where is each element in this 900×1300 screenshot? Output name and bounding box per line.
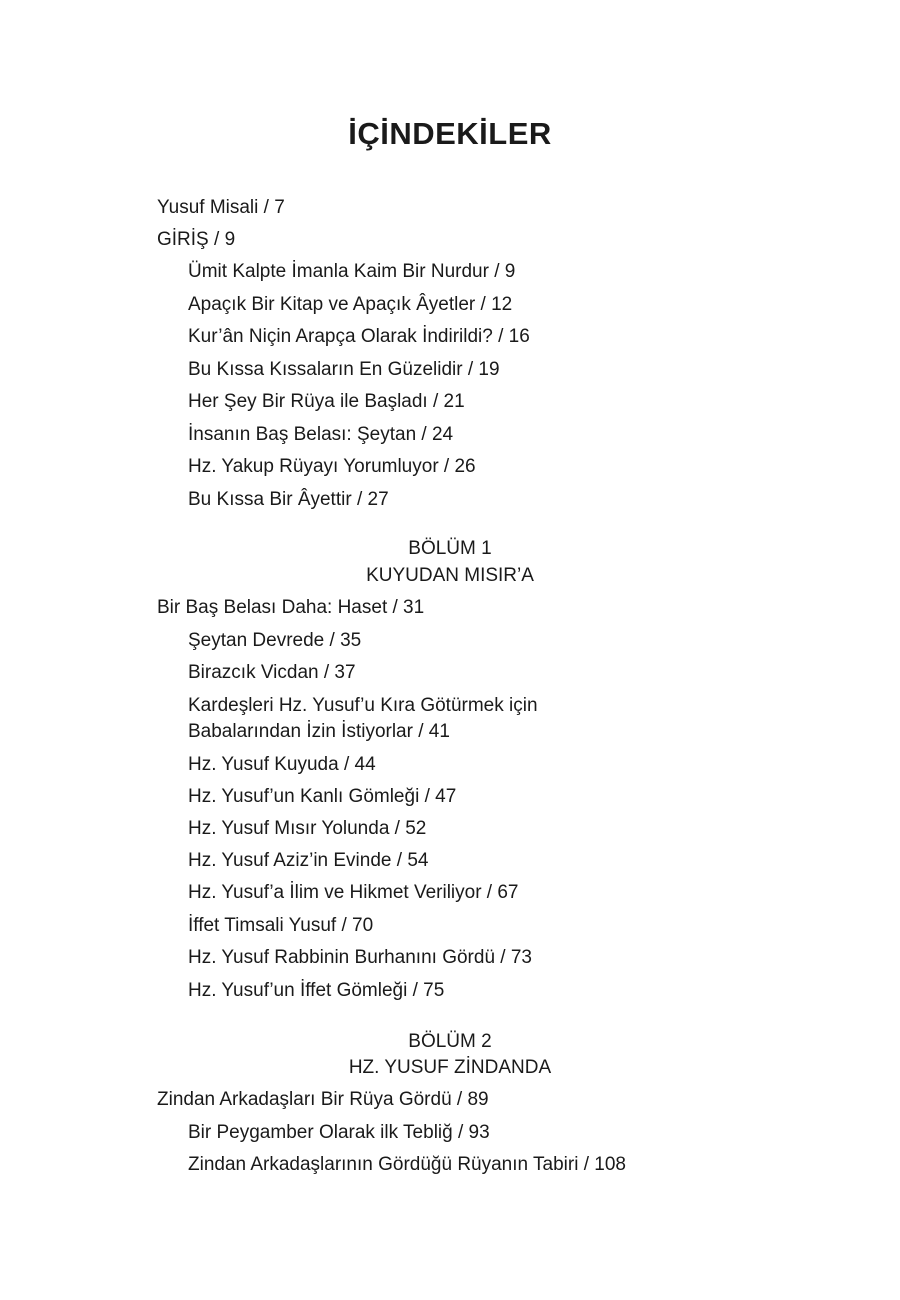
toc-entry: Kardeşleri Hz. Yusuf’u Kıra Götürmek için [188,695,538,716]
toc-entry: İnsanın Baş Belası: Şeytan / 24 [188,424,454,445]
toc-entry: Hz. Yusuf Aziz’in Evinde / 54 [188,850,429,871]
toc-entry: Hz. Yusuf’un İffet Gömleği / 75 [188,980,445,1001]
toc-entry-giris: GİRİŞ / 9 [157,229,236,250]
toc-entry: Hz. Yusuf’un Kanlı Gömleği / 47 [188,786,457,807]
toc-entry: Bir Peygamber Olarak ilk Tebliğ / 93 [188,1122,490,1143]
toc-entry: Bir Baş Belası Daha: Haset / 31 [157,597,425,618]
toc-entry-yusuf-misali: Yusuf Misali / 7 [157,197,285,218]
toc-entry: Ümit Kalpte İmanla Kaim Bir Nurdur / 9 [188,261,516,282]
toc-entry: Hz. Yusuf Kuyuda / 44 [188,754,376,775]
toc-entry: Zindan Arkadaşları Bir Rüya Gördü / 89 [157,1089,489,1110]
chapter-title: KUYUDAN MISIR’A [366,565,534,586]
toc-entry: Bu Kıssa Kıssaların En Güzelidir / 19 [188,359,500,380]
toc-entry-continuation: Babalarından İzin İstiyorlar / 41 [188,721,450,742]
toc-entry: Her Şey Bir Rüya ile Başladı / 21 [188,391,465,412]
toc-entry: Zindan Arkadaşlarının Gördüğü Rüyanın Tabiri / 108 [188,1154,626,1175]
toc-entry: İffet Timsali Yusuf / 70 [188,915,374,936]
toc-entry: Hz. Yusuf’a İlim ve Hikmet Veriliyor / 67 [188,882,519,903]
toc-entry: Şeytan Devrede / 35 [188,630,362,651]
chapter-label: BÖLÜM 1 [408,538,492,559]
toc-entry: Hz. Yakup Rüyayı Yorumluyor / 26 [188,456,476,477]
toc-entry: Kur’ân Niçin Arapça Olarak İndirildi? / 16 [188,326,530,347]
toc-entry: Apaçık Bir Kitap ve Apaçık Âyetler / 12 [188,294,513,315]
toc-entry: Bu Kıssa Bir Âyettir / 27 [188,489,389,510]
toc-entry: Hz. Yusuf Rabbinin Burhanını Gördü / 73 [188,947,532,968]
chapter-label: BÖLÜM 2 [408,1031,492,1052]
page-title: İÇİNDEKİLER [348,116,552,151]
toc-entry: Birazcık Vicdan / 37 [188,662,356,683]
toc-entry: Hz. Yusuf Mısır Yolunda / 52 [188,818,427,839]
chapter-title: HZ. YUSUF ZİNDANDA [348,1057,552,1078]
